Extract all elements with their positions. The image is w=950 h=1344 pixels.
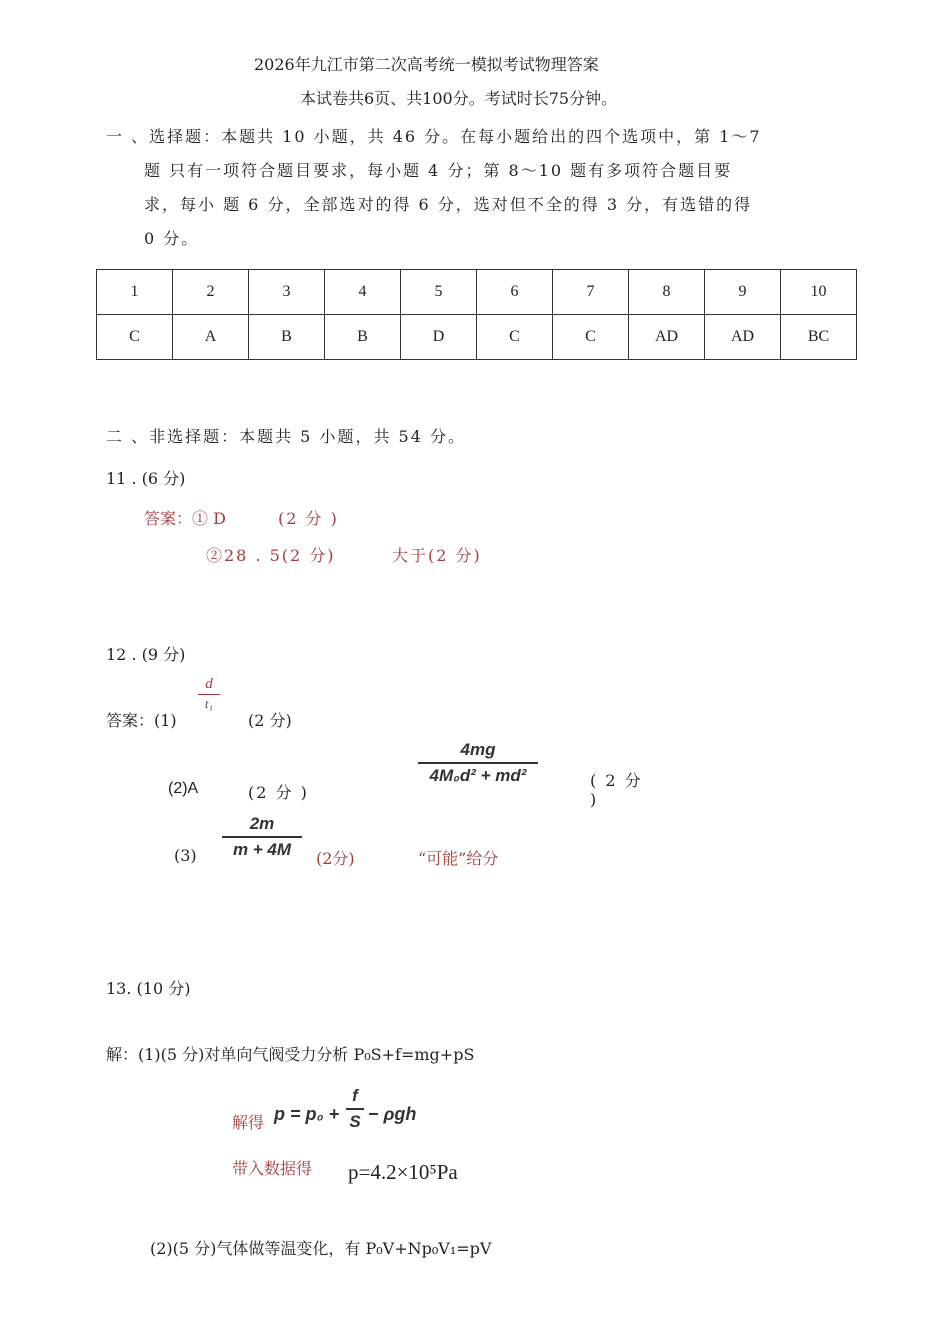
q11-label: 11 . (6 分) (106, 469, 186, 488)
q13-line1: 解：(1)(5 分)对单向气阀受力分析 P₀S+f=mg+pS (106, 1045, 475, 1064)
fraction-bar (418, 762, 538, 764)
answer-table (96, 269, 857, 360)
table-row-answers (97, 315, 857, 360)
q13-formula-fraction (346, 1086, 364, 1132)
table-cell: C (97, 315, 173, 360)
table-cell: 4 (325, 270, 401, 315)
section1-line2: 题 只有一项符合题目要求，每小题 4 分；第 8～10 题有多项符合题目要 (144, 161, 733, 180)
q11-answer-1: 答案：① D (144, 509, 226, 528)
section1-line3: 求，每小 题 6 分，全部选对的得 6 分，选对但不全的得 3 分，有选错的得 (144, 195, 753, 214)
fraction-bar (198, 694, 220, 695)
q13-solve-label: 解得 (232, 1113, 265, 1132)
table-cell: A (173, 315, 249, 360)
section2-heading: 二 、非选择题：本题共 5 小题，共 54 分。 (106, 427, 466, 446)
q12-part3-label: (3) (174, 846, 197, 865)
fraction-numerator: f (352, 1086, 358, 1105)
table-cell: C (553, 315, 629, 360)
q13-formula-right: − ρgh (368, 1104, 417, 1124)
fraction-bar (346, 1108, 364, 1110)
table-cell: 5 (401, 270, 477, 315)
fraction-denominator: t₁ (204, 696, 214, 711)
table-cell: 3 (249, 270, 325, 315)
table-cell: AD (705, 315, 781, 360)
table-cell: B (249, 315, 325, 360)
page-title: 2026年九江市第二次高考统一模拟考试物理答案 (254, 55, 599, 74)
table-cell: 1 (97, 270, 173, 315)
q12-score-3-close: ) (590, 790, 597, 809)
q13-result: p=4.2×10⁵Pa (348, 1160, 458, 1184)
table-cell: 7 (553, 270, 629, 315)
fraction-numerator: 2m (249, 814, 275, 833)
table-cell: 2 (173, 270, 249, 315)
table-cell: 8 (629, 270, 705, 315)
table-cell: B (325, 315, 401, 360)
table-cell: 10 (781, 270, 857, 315)
fraction-bar (222, 836, 302, 838)
q12-part2-label: (2)A (168, 780, 199, 797)
fraction-denominator: S (349, 1112, 361, 1131)
q11-answer-2: ②28 . 5(2 分) (206, 546, 336, 565)
q12-score-4: (2分) (316, 849, 355, 868)
q12-score-3: ( 2 分 (590, 771, 643, 790)
q12-score-1: (2 分) (248, 711, 292, 730)
q12-fraction-2 (418, 740, 538, 786)
table-cell: 6 (477, 270, 553, 315)
q13-substitute-label: 带入数据得 (232, 1159, 313, 1178)
q11-score-1: (2 分 ) (278, 509, 339, 528)
page-subtitle: 本试卷共6页、共100分。考试时长75分钟。 (300, 89, 618, 108)
table-cell: D (401, 315, 477, 360)
table-cell: C (477, 315, 553, 360)
q12-score-2: (2 分 ) (248, 783, 309, 802)
table-row-numbers (97, 270, 857, 315)
q12-fraction-3 (222, 814, 302, 860)
q12-fraction-1 (198, 676, 220, 712)
section1-line4: 0 分。 (144, 229, 200, 248)
q11-answer-3: 大于(2 分) (392, 546, 482, 565)
table-cell: AD (629, 315, 705, 360)
table-cell: 9 (705, 270, 781, 315)
q12-answer-prefix: 答案：(1) (106, 711, 177, 730)
q13-formula-left: p = p₀ + (274, 1104, 340, 1124)
fraction-denominator: 4M₀d² + md² (429, 766, 527, 785)
fraction-numerator: 4mg (460, 740, 496, 759)
fraction-denominator: m + 4M (232, 840, 292, 859)
table-cell: BC (781, 315, 857, 360)
q13-line2: (2)(5 分)气体做等温变化，有 P₀V+Np₀V₁=pV (150, 1239, 492, 1258)
section1-line1: 一 、选择题：本题共 10 小题，共 46 分。在每小题给出的四个选项中，第 1～7 (106, 127, 762, 146)
q12-note: “可能”给分 (418, 849, 499, 868)
q13-label: 13. (10 分) (106, 979, 191, 998)
fraction-numerator: d (205, 676, 213, 692)
q12-label: 12 . (9 分) (106, 645, 186, 664)
